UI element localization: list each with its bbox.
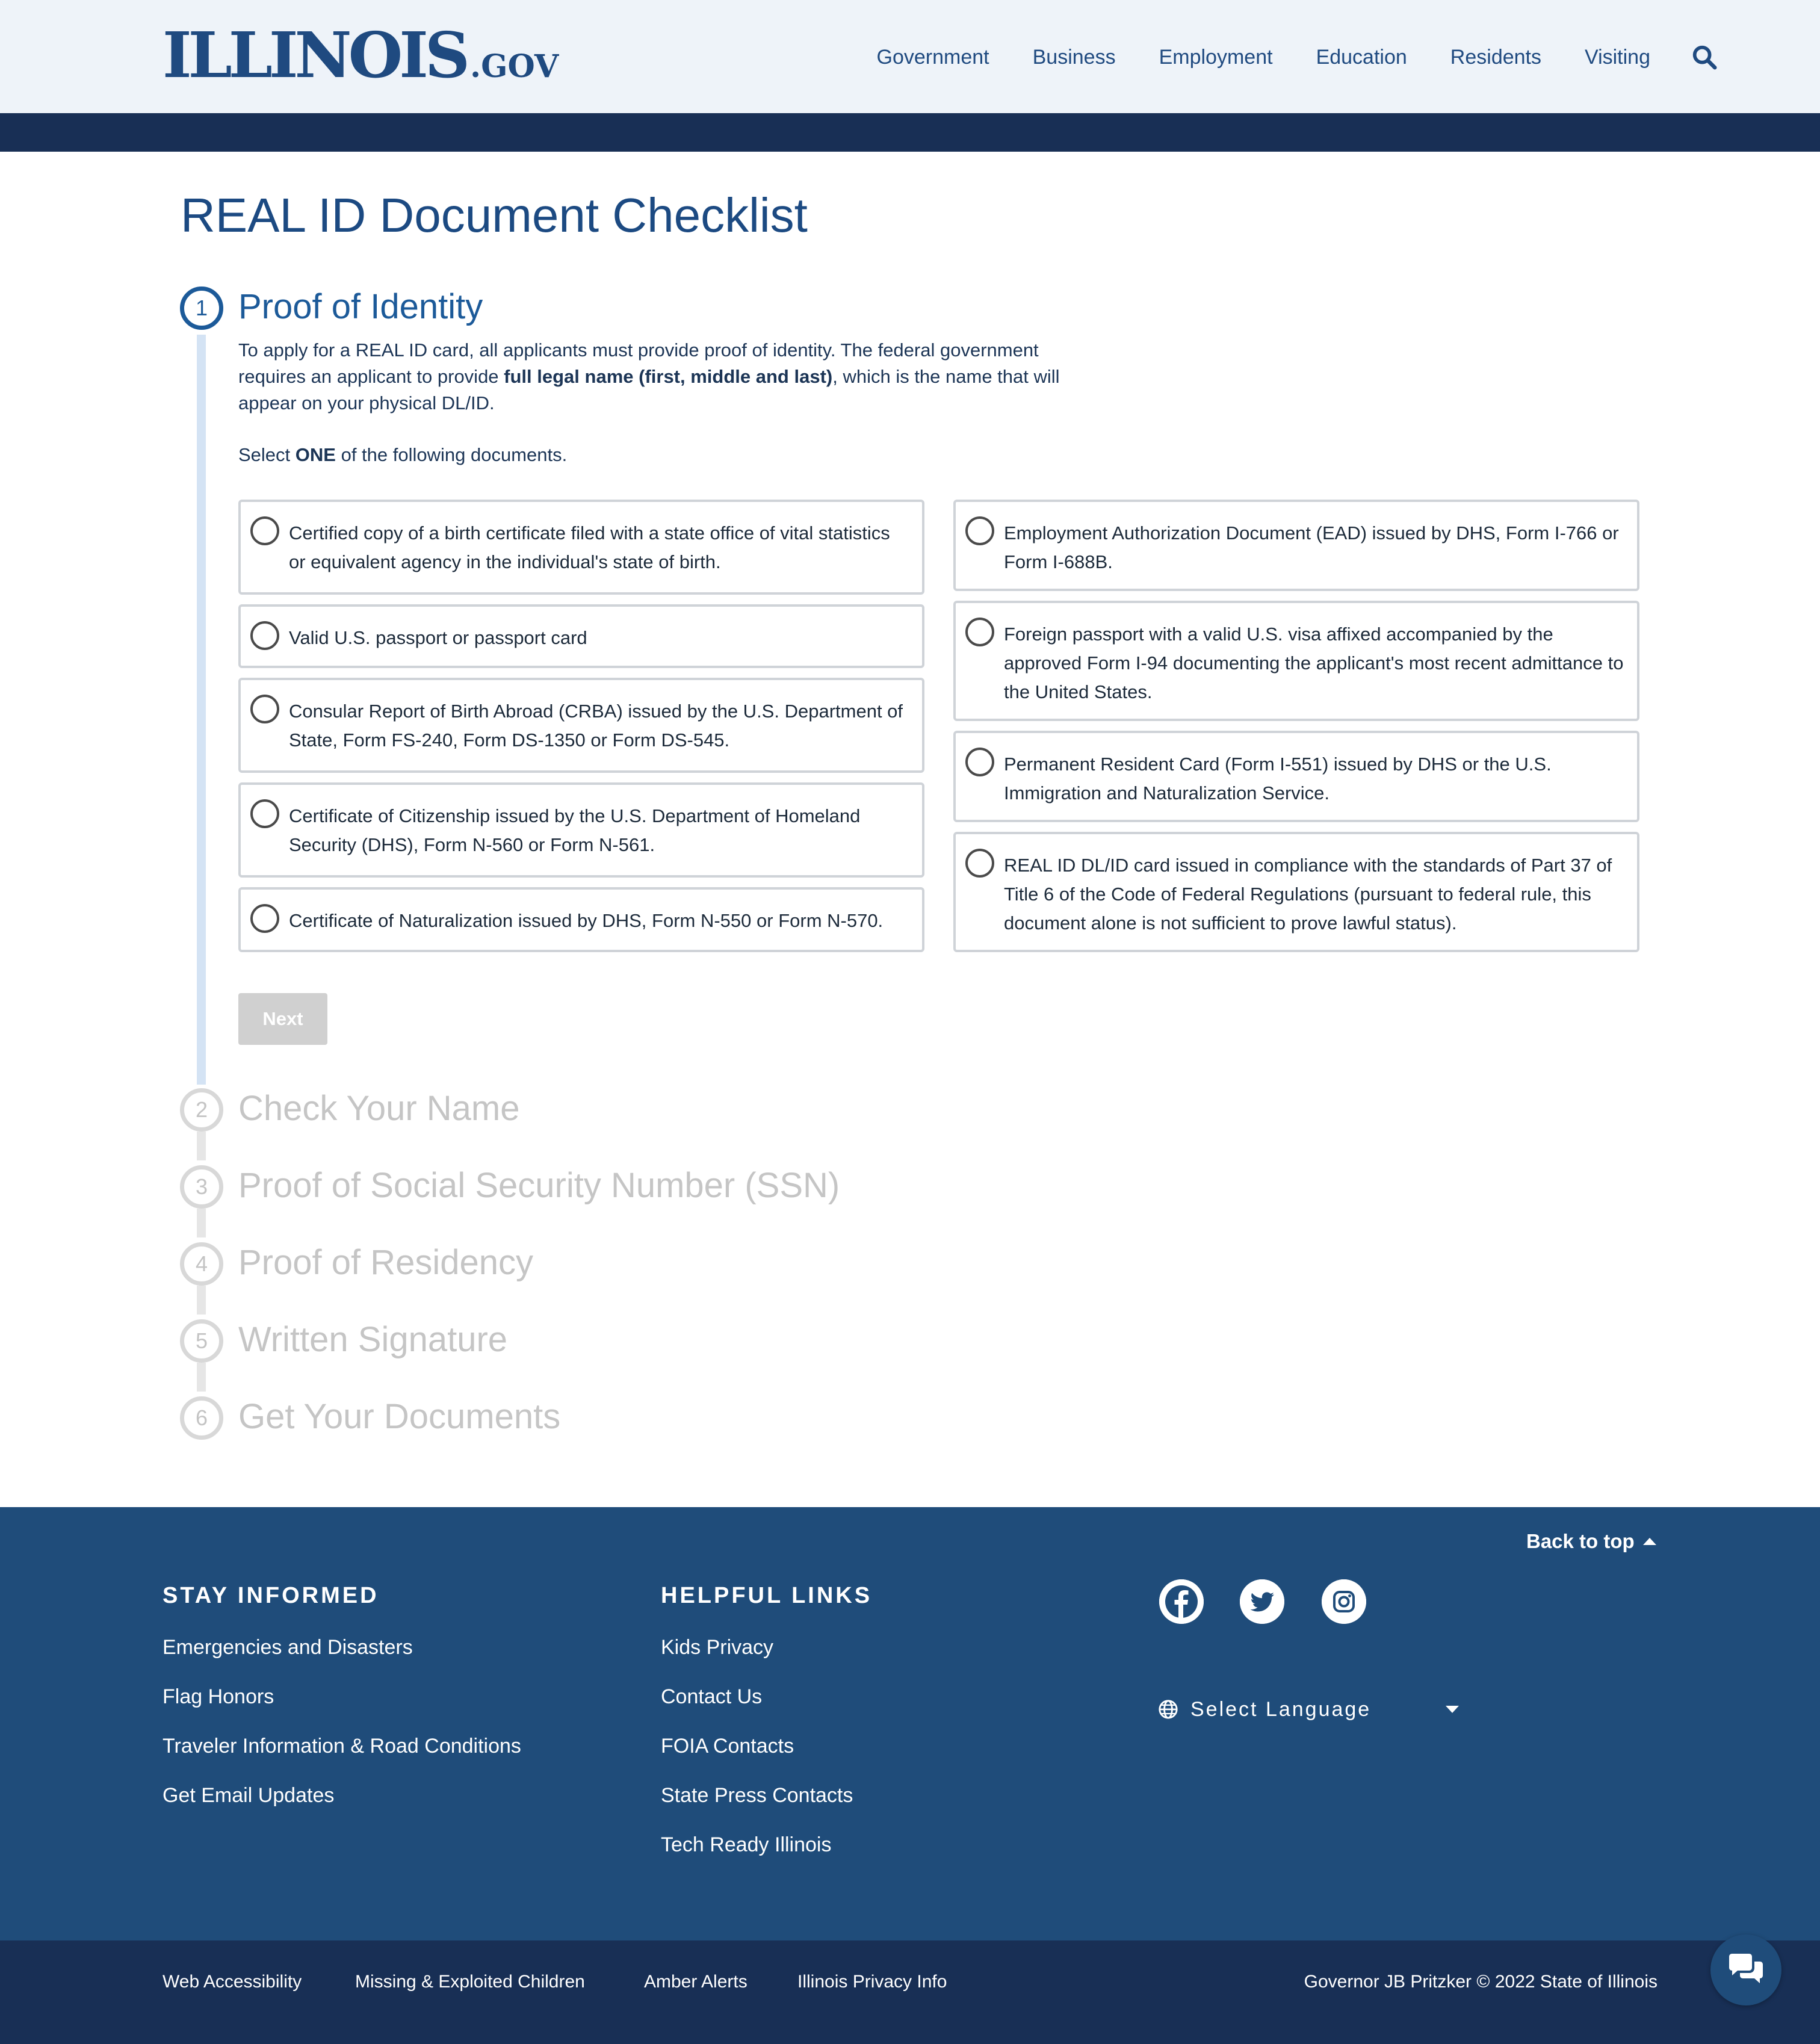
step1-intro	[238, 337, 1111, 417]
step-title-get-your-documents: Get Your Documents	[238, 1397, 561, 1436]
select-suffix: of the following documents.	[335, 444, 568, 465]
intro-text: To apply for a REAL ID card, all applicants must provide proof of identity. The federal government requires an applicant to provide	[238, 339, 1039, 387]
option-label: REAL ID DL/ID card issued in compliance with the standards of Part 37 of Title 6 of the Code of Federal Regulations (pursuant to federal rule, this document alone is not sufficient to prove lawful status).	[1004, 855, 1612, 934]
footer-link-state-press[interactable]: State Press Contacts	[661, 1784, 853, 1807]
footer-link-email-updates[interactable]: Get Email Updates	[162, 1784, 335, 1807]
option-label: Certified copy of a birth certificate filed with a state office of vital statistics or equivalent agency in the individual's state of birth.	[289, 522, 890, 572]
step-connector	[197, 1132, 206, 1160]
nav-residents[interactable]: Residents	[1450, 45, 1541, 69]
option-label: Valid U.S. passport or passport card	[289, 627, 587, 648]
radio-button[interactable]	[250, 621, 279, 650]
step-title-proof-of-ssn: Proof of Social Security Number (SSN)	[238, 1166, 840, 1205]
instagram-link[interactable]	[1322, 1579, 1366, 1624]
back-to-top-label: Back to top	[1526, 1530, 1635, 1552]
language-select-label: Select Language	[1190, 1697, 1372, 1721]
header-band	[0, 113, 1820, 152]
radio-button[interactable]	[250, 904, 279, 933]
chat-button[interactable]	[1710, 1934, 1781, 2005]
intro-text-end: , which is the name that will appear on your physical DL/ID.	[238, 366, 1060, 413]
facebook-link[interactable]	[1159, 1579, 1204, 1624]
radio-button[interactable]	[250, 695, 279, 723]
option-label: Permanent Resident Card (Form I-551) issued by DHS or the U.S. Immigration and Naturalization Service.	[1004, 754, 1552, 804]
site-footer	[0, 1507, 1820, 1940]
footer-link-flag-honors[interactable]: Flag Honors	[162, 1685, 274, 1708]
step-title-written-signature: Written Signature	[238, 1320, 508, 1359]
bottom-link-missing-children[interactable]: Missing & Exploited Children	[355, 1972, 585, 1992]
bottom-link-web-accessibility[interactable]: Web Accessibility	[162, 1972, 302, 1992]
nav-education[interactable]: Education	[1316, 45, 1407, 69]
step-connector-active	[197, 335, 206, 1085]
stay-informed-heading: STAY INFORMED	[162, 1583, 379, 1608]
footer-link-traveler-info[interactable]: Traveler Information & Road Conditions	[162, 1735, 521, 1758]
bottom-link-privacy-info[interactable]: Illinois Privacy Info	[797, 1972, 947, 1992]
helpful-links-heading: HELPFUL LINKS	[661, 1583, 873, 1608]
illinois-gov-logo[interactable]	[162, 18, 559, 92]
chevron-down-icon	[1446, 1706, 1459, 1713]
caret-up-icon	[1643, 1538, 1656, 1545]
nav-government[interactable]: Government	[876, 45, 989, 69]
language-select[interactable]	[1158, 1692, 1459, 1726]
step-number-6: 6	[180, 1396, 223, 1440]
step-connector	[197, 1209, 206, 1237]
document-option[interactable]	[238, 500, 924, 595]
step-title-proof-of-identity[interactable]: Proof of Identity	[238, 287, 483, 326]
document-option[interactable]	[238, 782, 924, 878]
back-to-top-link[interactable]	[1526, 1530, 1656, 1553]
document-option[interactable]	[238, 678, 924, 773]
footer-link-emergencies[interactable]: Emergencies and Disasters	[162, 1636, 413, 1659]
top-nav	[834, 36, 1720, 78]
logo-suffix: .GOV	[469, 48, 559, 85]
twitter-link[interactable]	[1240, 1579, 1284, 1624]
document-option[interactable]	[953, 832, 1639, 952]
page-title: REAL ID Document Checklist	[181, 188, 808, 242]
footer-link-contact-us[interactable]: Contact Us	[661, 1685, 763, 1708]
radio-button[interactable]	[250, 799, 279, 828]
step-title-check-your-name: Check Your Name	[238, 1089, 520, 1128]
select-instruction	[238, 444, 567, 466]
option-label: Certificate of Naturalization issued by DHS, Form N-550 or Form N-570.	[289, 910, 884, 931]
radio-button[interactable]	[965, 748, 994, 776]
instagram-icon	[1322, 1579, 1366, 1624]
document-option[interactable]	[953, 601, 1639, 721]
footer-link-kids-privacy[interactable]: Kids Privacy	[661, 1636, 774, 1659]
twitter-icon	[1240, 1579, 1284, 1624]
bottom-link-amber-alerts[interactable]: Amber Alerts	[644, 1972, 748, 1992]
chat-icon	[1727, 1953, 1765, 1987]
radio-button[interactable]	[965, 849, 994, 878]
step-title-proof-of-residency: Proof of Residency	[238, 1243, 534, 1282]
document-option[interactable]	[953, 731, 1639, 822]
document-option[interactable]	[953, 500, 1639, 591]
nav-business[interactable]: Business	[1032, 45, 1116, 69]
intro-bold: full legal name (first, middle and last)	[504, 366, 833, 387]
step-number-4: 4	[180, 1242, 223, 1286]
copyright-text: Governor JB Pritzker © 2022 State of Illinois	[1304, 1972, 1658, 1992]
facebook-icon	[1159, 1579, 1204, 1624]
search-icon	[1691, 43, 1718, 71]
logo-wordmark: ILLINOIS	[162, 18, 466, 92]
radio-button[interactable]	[965, 516, 994, 545]
next-button[interactable]: Next	[238, 993, 327, 1045]
footer-bottom-bar	[0, 1940, 1820, 2044]
step-connector	[197, 1363, 206, 1392]
step-number-2: 2	[180, 1088, 223, 1132]
radio-button[interactable]	[965, 618, 994, 646]
select-bold: ONE	[295, 444, 336, 465]
footer-link-tech-ready[interactable]: Tech Ready Illinois	[661, 1833, 832, 1856]
footer-link-foia-contacts[interactable]: FOIA Contacts	[661, 1735, 794, 1758]
nav-employment[interactable]: Employment	[1159, 45, 1273, 69]
option-label: Certificate of Citizenship issued by the U.S. Department of Homeland Security (DHS), Form N-560 or Form N-561.	[289, 805, 861, 855]
search-button[interactable]	[1689, 42, 1720, 73]
document-option[interactable]	[238, 887, 924, 952]
nav-visiting[interactable]: Visiting	[1585, 45, 1650, 69]
option-label: Foreign passport with a valid U.S. visa affixed accompanied by the approved Form I-94 documenting the applicant's most recent admittance to the United States.	[1004, 624, 1624, 702]
step-connector	[197, 1286, 206, 1315]
site-header	[0, 0, 1820, 113]
step-number-5: 5	[180, 1319, 223, 1363]
step-number-3: 3	[180, 1165, 223, 1209]
globe-icon	[1158, 1699, 1178, 1720]
step-number-1: 1	[180, 286, 223, 330]
select-prefix: Select	[238, 444, 296, 465]
option-label: Employment Authorization Document (EAD) issued by DHS, Form I-766 or Form I-688B.	[1004, 522, 1619, 572]
radio-button[interactable]	[250, 516, 279, 545]
document-option[interactable]	[238, 604, 924, 668]
option-label: Consular Report of Birth Abroad (CRBA) issued by the U.S. Department of State, Form FS-240, Form DS-1350 or Form DS-545.	[289, 701, 903, 751]
